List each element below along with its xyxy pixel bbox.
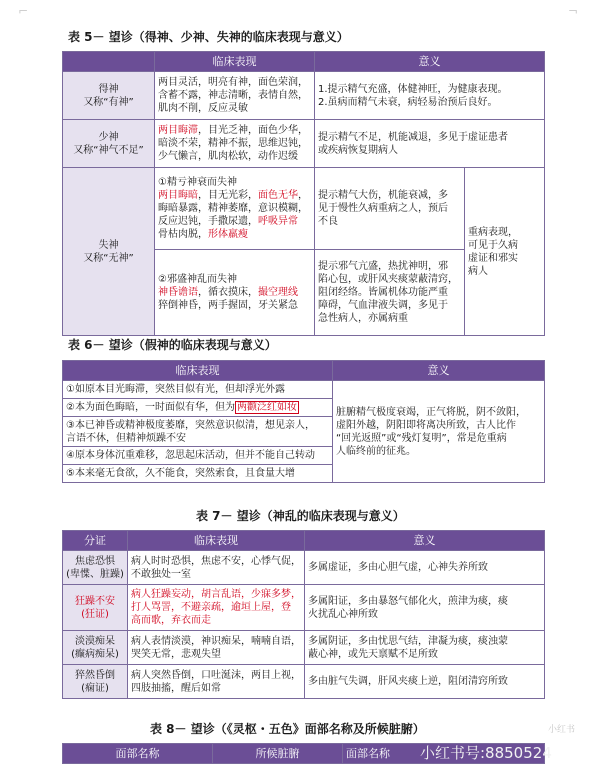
table5-caption: 表 5－ 望诊（得神、少神、失神的临床表现与意义） — [68, 30, 349, 44]
t5-row-de — [63, 72, 545, 120]
t5-de-clin: 两目灵活，明亮有神，面色荣润， 含蓄不露，神志清晰，表情自然， 肌肉不削，反应灵敏 — [155, 72, 315, 120]
watermark: 小红书号:8850524 — [420, 744, 552, 762]
corner-mark: 小红书 — [548, 725, 576, 735]
t7-row: 狂躁不安 (狂证) 病人狂躁妄动，胡言乱语，少寐多梦， 打人骂詈，不避亲疏，逾垣上屋，登 高而歌，弃衣而走 多属阳证，多由暴怒气郁化火，煎津为痰，痰 火扰乱心神所致 — [63, 585, 545, 631]
table5-shishen — [62, 167, 545, 336]
t8-header-0: 面部名称 — [63, 744, 213, 764]
t5-header-1: 临床表现 — [155, 52, 315, 72]
t5-shi-side: 重病表现， 可见于久病 虚证和邪实 病人 — [465, 168, 545, 336]
t5-de-name: 得神 又称“有神” — [63, 72, 155, 120]
t6-mean: 脏腑精气极度衰竭，正气将脱，阴不敛阳， 虚阳外越，阴阳即将离决所致，古人比作 “回光返照”或“残灯复明”，常是危重病 人临终前的征兆。 — [333, 381, 545, 483]
t8-header-1: 所候脏腑 — [213, 744, 343, 764]
t5-shao-name: 少神 又称“神气不足” — [63, 120, 155, 168]
t6-row-3: ③本已神昏或精神极度萎靡，突然意识似清，想见亲人， 言语不休，但精神烦躁不安 — [63, 417, 333, 447]
t7-header-0: 分证 — [63, 531, 128, 551]
table6-caption: 表 6－ 望诊（假神的临床表现与意义） — [68, 338, 277, 352]
t6-row-5: ⑤本来毫无食欲，久不能食，突然索食，且食量大增 — [63, 465, 333, 483]
t6-header-1: 意义 — [333, 361, 545, 381]
t7-header-2: 意义 — [305, 531, 545, 551]
table6 — [62, 360, 545, 483]
t7-row: 淡漠痴呆 (癫病痴呆) 病人表情淡漠，神识痴呆，喃喃自语， 哭笑无常，悲观失望 多属阴证，多由忧思气结，津凝为痰，痰浊蒙 蔽心神，或先天禀赋不足所致 — [63, 631, 545, 665]
t5-shi-a-clin: ①精亏神衰而失神 两目晦暗，目无光彩，面色无华， 晦暗暴露，精神萎靡，意识模糊， 反应迟钝，手撒尿遗，呼吸异常 骨枯肉脱，形体羸瘦 — [155, 168, 315, 250]
table7 — [62, 530, 545, 699]
t5-shao-clin: 两目晦滞，目光乏神，面色少华， 暗淡不荣，精神不振，思维迟钝， 少气懒言，肌肉松软，动作迟缓 — [155, 120, 315, 168]
t6-row-2: ②本为面色晦暗，一时面似有华，但为 两颧泛红如妆 — [63, 399, 333, 417]
t5-shi-b-mean: 提示邪气亢盛，热扰神明，邪 陷心包，或肝风夹痰蒙蔽清窍， 阻闭经络。皆属机体功能严重 障碍，气血津液失调，多见于 急性病人，亦属病重 — [315, 250, 465, 336]
t5-shi-a-mean: 提示精气大伤，机能衰减，多 见于慢性久病重病之人，预后 不良 — [315, 168, 465, 250]
t8-header-2: 面部名称 — [343, 744, 545, 764]
t5-header-0 — [63, 52, 155, 72]
t6-header-0: 临床表现 — [63, 361, 333, 381]
table7-caption: 表 7－ 望诊（神乱的临床表现与意义） — [196, 509, 405, 523]
t5-row-shao — [63, 120, 545, 168]
table8-caption: 表 8－ 望诊（《灵枢・五色》面部名称及所候脏腑） — [150, 722, 425, 736]
t7-row: 猝然昏倒 (痫证) 病人突然昏倒，口吐涎沫，两目上视， 四肢抽搐，醒后如常 多由脏气失调，肝风夹痰上逆，阻闭清窍所致 — [63, 665, 545, 699]
t5-de-mean: 1.提示精气充盛，体健神旺，为健康表现。 2.虽病而精气未衰，病轻易治预后良好。 — [315, 72, 545, 120]
t5-header-2: 意义 — [315, 52, 545, 72]
t5-shi-name: 失神 又称“无神” — [63, 168, 155, 336]
t6-row-4: ④原本身体沉重难移，忽思起床活动，但并不能自己转动 — [63, 447, 333, 465]
t6-row-1: ①如原本目光晦滞，突然目似有光，但却浮光外露 — [63, 381, 333, 399]
table5 — [62, 51, 545, 168]
t5-shao-mean: 提示精气不足，机能减退，多见于虚证患者 或疾病恢复期病人 — [315, 120, 545, 168]
t7-row: 焦虑恐惧 (卑惵、脏躁) 病人时时恐惧，焦虑不安，心悸气促， 不敢独处一室 多属虚证，多由心胆气虚，心神失养所致 — [63, 551, 545, 585]
t5-shi-b-clin: ②邪盛神乱而失神 神昏谵语，循衣摸床，撮空理线 猝倒神昏，两手握固，牙关紧急 — [155, 250, 315, 336]
t7-header-1: 临床表现 — [128, 531, 305, 551]
